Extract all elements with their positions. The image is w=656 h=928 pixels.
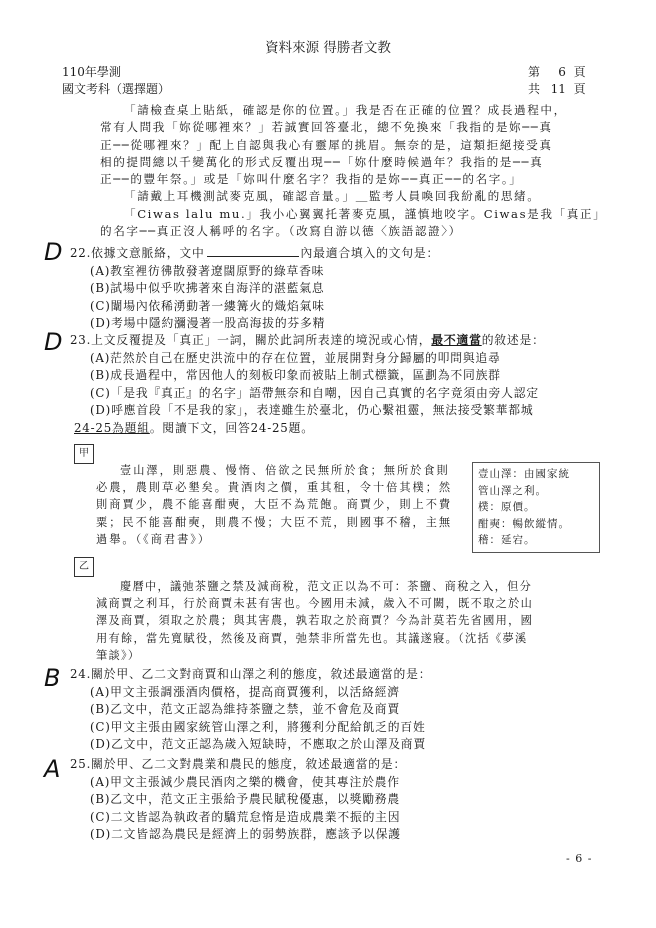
emphasis-text: 最不適當 (431, 333, 482, 347)
jia-line: 則商賈少，農不能喜酣奭，大臣不為荒飽。商賈少，則上不費 (96, 498, 453, 512)
gloss-line: 壹山澤：由國家統 (478, 468, 570, 480)
option-c[interactable]: (C)闈場內依稀湧動著一縷篝火的熾焰氣味 (90, 298, 325, 313)
passage-line: 「請檢查桌上貼紙，確認是你的位置。」我是否在正確的位置？成長過程中， (124, 103, 567, 117)
header-right (528, 64, 586, 98)
option-d[interactable]: (D)呼應首段「不是我的家」，表達雖生於臺北，仍心繫祖靈，無法接受繁華都城 (90, 403, 534, 418)
label-yi: 乙 (74, 557, 94, 577)
gloss-line: 酣奭：暢飲縱情。 (478, 517, 570, 530)
header-left (62, 64, 170, 98)
option-c[interactable]: (C)「是我『真正』的名字」語帶無奈和自嘲，因自己真實的名字竟須由旁人認定 (90, 385, 539, 400)
option-b[interactable]: (B)成長過程中，常因他人的刻板印象而被貼上制式標籤，區劃為不同族群 (90, 368, 501, 383)
handwritten-answer-22: D (44, 238, 63, 266)
option-b[interactable]: (B)試場中似乎吹拂著來自海洋的湛藍氣息 (90, 281, 325, 296)
option-c[interactable]: (C)二文皆認為執政者的驕荒怠惰是造成農業不振的主因 (90, 809, 401, 824)
passage-line: 正──從哪裡來？」配上自認與我心有靈犀的挑眉。無奈的是，這類拒絕接受真 (100, 137, 553, 152)
exam-title: 110年學測 (62, 65, 121, 79)
option-b[interactable]: (B)乙文中，范文正認為維持茶鹽之禁，並不會危及商賈 (90, 702, 401, 717)
question-stem: 23.上文反覆提及「真正」一詞，關於此詞所表達的境況或心情，最不適當的敘述是： (70, 333, 545, 347)
option-a[interactable]: (A)甲文主張減少農民酒肉之樂的機會，使其專注於農作 (90, 774, 400, 789)
gloss-line: 稽：延宕。 (478, 534, 536, 546)
total-pages: 共 11 頁 (528, 82, 586, 96)
source-line: 資料來源 得勝者文教 (265, 40, 391, 56)
jia-line: 壹山澤，則惡農、慢惰、倍欲之民無所於食；無所於食則 (120, 464, 450, 477)
passage-line: 常有人問我「妳從哪裡來？」若誠實回答臺北，總不免換來「我指的是妳──真 (100, 120, 553, 135)
yi-line: 澤及商賈，須取之於農；與其害農，孰若取之於商賈？今為計莫若先省國用，國 (96, 614, 534, 628)
option-d[interactable]: (D)二文皆認為農民是經濟上的弱勢族群，應該予以保護 (90, 827, 401, 842)
page-indicator: 第 6 頁 (528, 65, 586, 79)
gloss-line: 管山澤之利。 (478, 484, 547, 497)
question-24 (70, 666, 431, 754)
question-stem: 24.關於甲、乙二文對商賈和山澤之利的態度，敘述最適當的是： (70, 667, 432, 681)
option-c[interactable]: (C)甲文主張由國家統管山澤之利，將獲利分配給飢乏的百姓 (90, 719, 426, 734)
question-23 (70, 332, 545, 420)
passage-line: 正──的豐年祭。」或是「妳叫什麼名字？我指的是妳──真正──的名字。」 (100, 172, 523, 187)
gloss-box (472, 462, 600, 553)
question-stem: 25.關於甲、乙二文對農業和農民的態度，敘述最適當的是： (70, 757, 407, 771)
option-d[interactable]: (D)考場中隱約瀰漫著一股高海拔的芬多精 (90, 316, 326, 331)
yi-line: 減商賈之利耳，行於商賈未甚有害也。今國用未減，歲入不可闕，既不取之於山 (96, 597, 534, 611)
fill-blank (207, 244, 299, 257)
text-yi (96, 578, 601, 664)
passage-line: 的名字──真正沒人稱呼的名字。（改寫自游以德〈族語認證〉） (100, 224, 462, 239)
jia-line: 過舉。（《商君書》） (96, 532, 212, 546)
passage-line: 「請戴上耳機測試麥克風，確認音量。」＿監考人員喚回我紛亂的思緒。 (124, 189, 541, 204)
gloss-line: 樸：原價。 (478, 501, 536, 513)
passage-line: 相的提問總以千變萬化的形式反覆出現──「妳什麼時候過年？我指的是──真 (100, 154, 544, 169)
text-jia (96, 462, 466, 548)
yi-line: 筆談》） (96, 648, 141, 662)
jia-line: 粟；民不能喜酣奭，則農不慢；大臣不荒，則國事不稽，主無 (96, 515, 453, 529)
yi-line: 慶曆中，議弛茶鹽之禁及減商稅，范文正以為不可：茶鹽、商稅之入，但分 (120, 580, 533, 593)
option-b[interactable]: (B)乙文中，范文正主張給予農民賦稅優惠，以獎勵務農 (90, 792, 401, 807)
reading-passage (100, 102, 610, 240)
label-jia: 甲 (74, 444, 94, 464)
group-intro: 24-25為題組。閱讀下文，回答24-25題。 (74, 421, 314, 435)
jia-line: 必農，農則草必墾矣。貴酒肉之價，重其租，令十倍其樸；然 (96, 481, 453, 495)
handwritten-answer-24: B (44, 664, 61, 692)
subject-title: 國文考科（選擇題） (62, 82, 171, 96)
passage-line: 「Ciwas lalu mu.」我小心翼翼托著麥克風，謹慎地咬字。Ciwas是我「真正」 (124, 206, 607, 221)
question-stem: 22.依據文意脈絡，文中 內最適合填入的文句是： (70, 246, 440, 260)
option-a[interactable]: (A)茫然於自己在歷史洪流中的存在位置，並展開對身分歸屬的叩問與追尋 (90, 350, 501, 365)
yi-line: 用有餘，當先寬賦役，然後及商賈，弛禁非所當先也。其議遂寢。（沈括《夢溪 (96, 631, 528, 645)
question-25 (70, 756, 406, 844)
handwritten-answer-23: D (44, 328, 63, 356)
question-22 (70, 244, 439, 333)
option-a[interactable]: (A)教室裡彷彿散發著遼闊原野的綠草香味 (90, 263, 325, 278)
option-d[interactable]: (D)乙文中，范文正認為歲入短缺時，不應取之於山澤及商賈 (90, 737, 426, 752)
option-a[interactable]: (A)甲文主張調漲酒肉價格，提高商賈獲利，以活絡經濟 (90, 684, 400, 699)
handwritten-answer-25: A (44, 755, 61, 783)
page-number-footer: - 6 - (566, 852, 593, 865)
